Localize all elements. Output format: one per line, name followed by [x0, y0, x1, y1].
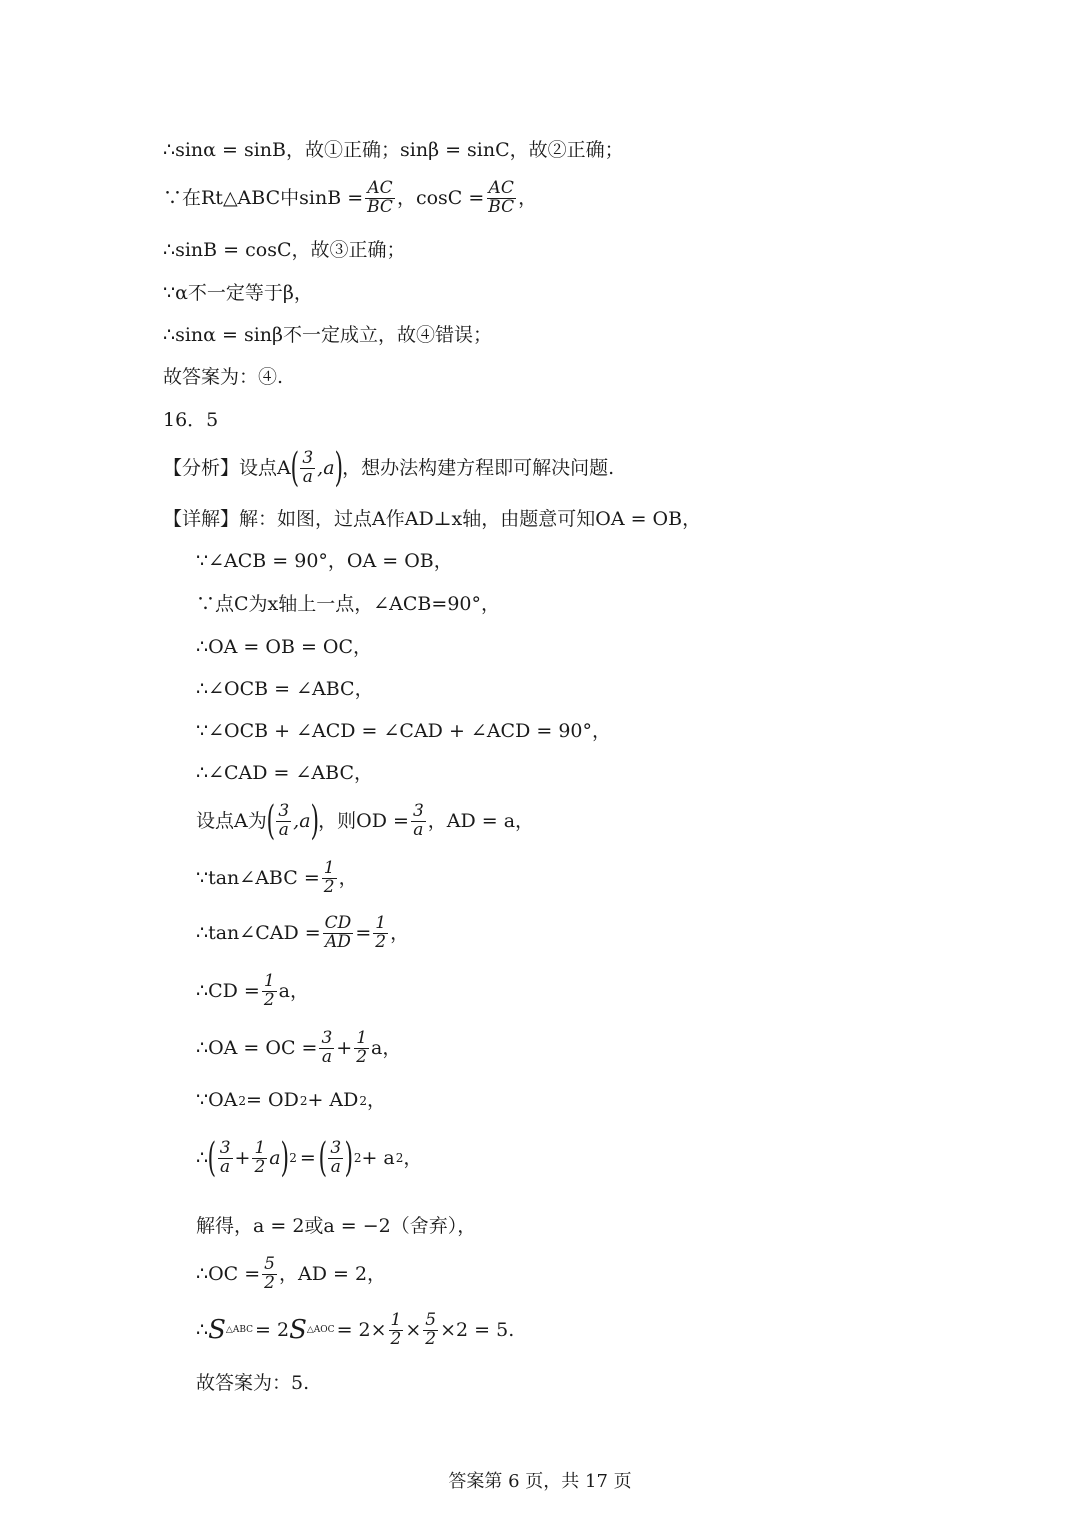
step-set-point-a: 设点A为 ( $\frac{3}{a}$ ,a ) ，则OD = $\frac{3}{a}$ ，AD = a， [196, 798, 535, 845]
fraction-1-over-2: $\frac{1}{2}$ [263, 971, 275, 1010]
page-footer: 答案第 6 页，共 17 页 [448, 1471, 632, 1492]
fraction-1-over-2: $\frac{1}{2}$ [254, 1138, 266, 1177]
step-cd: ∴CD = $\frac{1}{2}$ a， [196, 971, 309, 1010]
fraction-3-over-a: $\frac{3}{a}$ [321, 1028, 333, 1067]
line-statement-4-wrong: ∴sinα = sinβ不一定成立，故④错误； [163, 324, 493, 346]
line-sinb-cosc: ∴sinB = cosC，故③正确； [163, 239, 406, 261]
question-16-heading: 16．5 [163, 409, 219, 431]
step-acb-90: ∵∠ACB = 90°，OA = OB， [196, 550, 453, 572]
fraction-1-over-2: $\frac{1}{2}$ [390, 1310, 402, 1349]
fraction-5-over-2: $\frac{5}{2}$ [425, 1310, 437, 1349]
step-ocb-abc: ∴∠OCB = ∠ABC， [196, 678, 374, 700]
line-rt-triangle: ∵在Rt△ABC中sinB = $\frac{AC}{BC}$ ，cosC = $\frac{AC}{BC}$ ， [163, 178, 538, 217]
step-cad-abc: ∴∠CAD = ∠ABC， [196, 762, 373, 784]
fraction-1-over-2: $\frac{1}{2}$ [375, 913, 387, 952]
step-tan-abc: ∵tan∠ABC = $\frac{1}{2}$ ， [196, 858, 358, 897]
step-oa-ob-oc: ∴OA = OB = OC， [196, 636, 373, 658]
step-pythagoras: ∵OA 2 = OD 2 + AD 2 ， [196, 1089, 387, 1111]
step-area: ∴ S △ABC = 2 S △AOC = 2× $\frac{1}{2}$ × $\frac{5}{2}$ ×2 = 5. [196, 1310, 515, 1349]
analysis-line: 【分析】设点A ( $\frac{3}{a}$ ,a ) ，想办法构建方程即可解决问题. [163, 445, 615, 492]
detail-line: 【详解】解：如图，过点A作AD⊥x轴，由题意可知OA = OB， [163, 508, 702, 530]
fraction-3-over-a: $\frac{3}{a}$ [412, 801, 424, 840]
step-point-c: ∵点C为x轴上一点，∠ACB=90°， [196, 593, 500, 615]
fraction-1-over-2: $\frac{1}{2}$ [356, 1028, 368, 1067]
fraction-1-over-2: $\frac{1}{2}$ [323, 858, 335, 897]
step-oc-ad: ∴OC = $\frac{5}{2}$ ，AD = 2， [196, 1254, 387, 1293]
fraction-ac-bc: $\frac{AC}{BC}$ [367, 178, 393, 217]
line-sin-alpha: ∴sinα = sinB，故①正确；sinβ = sinC，故②正确； [163, 139, 624, 161]
fraction-5-over-2: $\frac{5}{2}$ [264, 1254, 275, 1293]
fraction-3-over-a: $\frac{3}{a}$ [330, 1138, 342, 1177]
fraction-3-over-a: $\frac{3}{a}$ [219, 1138, 231, 1177]
fraction-3-over-a: $\frac{3}{a}$ [302, 448, 314, 487]
step-equation: ∴ ( $\frac{3}{a}$ + $\frac{1}{2}$ a ) 2 = ( $\frac{3}{a}$ ) 2 + a 2 ， [196, 1135, 423, 1182]
step-angle-sum: ∵∠OCB + ∠ACD = ∠CAD + ∠ACD = 90°， [196, 720, 611, 742]
line-answer-15: 故答案为：④. [163, 366, 284, 388]
fraction-cd-over-ad: $\frac{CD}{AD}$ [324, 913, 352, 952]
final-answer: 故答案为：5. [196, 1372, 310, 1394]
fraction-ac-bc-2: $\frac{AC}{BC}$ [488, 178, 515, 217]
fraction-3-over-a: $\frac{3}{a}$ [278, 801, 290, 840]
step-oa-oc-value: ∴OA = OC = $\frac{3}{a}$ + $\frac{1}{2}$ a， [196, 1028, 402, 1067]
step-tan-cad: ∴tan∠CAD = $\frac{CD}{AD}$ = $\frac{1}{2}$ ， [196, 913, 410, 952]
step-solve-a: 解得，a = 2或a = −2（舍弃）， [196, 1215, 477, 1237]
line-alpha-beta: ∵α不一定等于β， [163, 282, 313, 304]
